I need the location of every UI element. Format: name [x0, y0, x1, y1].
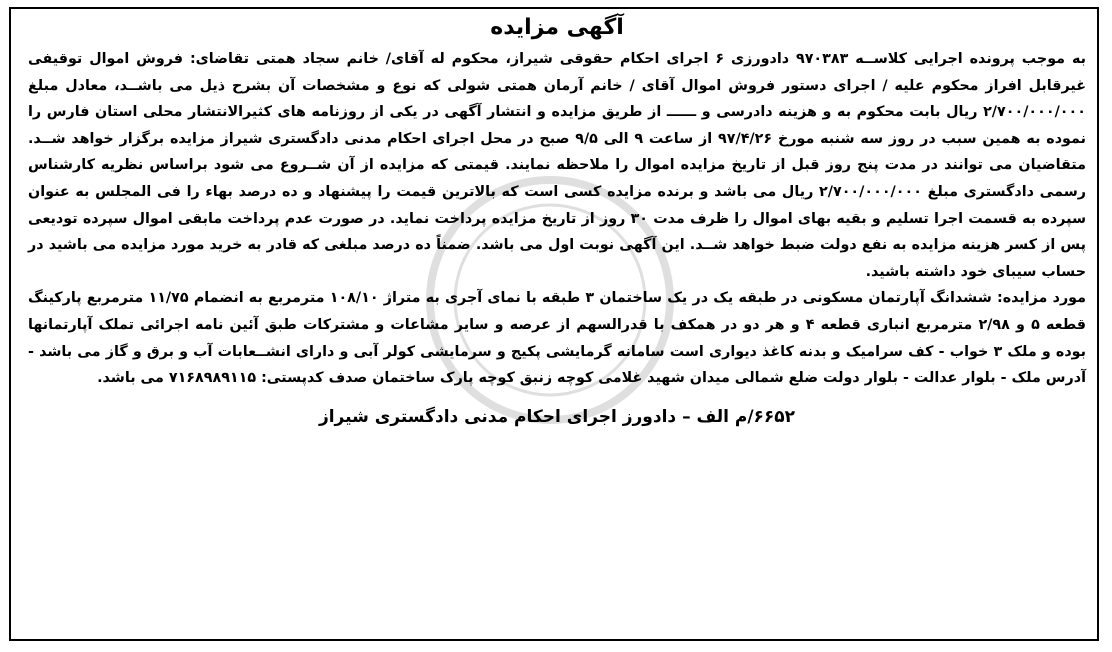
- notice-body: به موجب پرونده اجرایی کلاســه ۹۷۰۳۸۳ دادورزی ۶ اجرای احکام حقوقی شیراز، محکوم له آقای/ خانم سجاد همتی تقاضای: فروش اموال توقیفی غیرقابل افراز محکوم علیه / اجرای دستور فروش اموال آقای / خانم آرمان همتی شولی که نوع و مشخصات آن بشرح ذیل می باشــد، معادل مبلغ ۲/۷۰۰/۰۰۰/۰۰۰ ریال بابت محکوم به و هزینه دادرسی و ــــــ از طریق مزایده و انتشار آگهی در یکی از روزنامه های کثیرالانتشار محلی استان فارس را نموده به همین سبب در روز سه شنبه مورخ ۹۷/۴/۲۶ از ساعت ۹ الی ۹/۵ صبح در محل اجرای احکام مدنی دادگستری شیراز مزایده برگزار خواهد شــد. متقاضیان می توانند در مدت پنج روز قبل از تاریخ مزایده اموال را ملاحظه نمایند. قیمتی که مزایده از آن شــروع می شود براساس نظریه کارشناس رسمی دادگستری مبلغ ۲/۷۰۰/۰۰۰/۰۰۰ ریال می باشد و برنده مزایده کسی است که بالاترین قیمت را پیشنهاد و ده درصد بهاء را فی المجلس به عنوان سپرده به قسمت اجرا تسلیم و بقیه بهای اموال را ظرف مدت ۳۰ روز از تاریخ مزایده پرداخت نماید. در صورت عدم پرداخت مابقی اموال سپرده تودیعی پس از کسر هزینه مزایده به نفع دولت ضبط خواهد شــد. این آگهی نوبت اول می باشد. ضمناً ده درصد مبلغی که قادر به خرید مورد مزایده می باشید در حساب سیبای خود داشته باشید.: [28, 51, 1086, 280]
- notice-title: آگهی مزایده: [490, 15, 624, 40]
- auction-item-description: مورد مزایده: ششدانگ آپارتمان مسکونی در طبقه یک در یک ساختمان ۳ طبقه با نمای آجری به متراژ ۱۰۸/۱۰ مترمربع به انضمام ۱۱/۷۵ مترمربع پارکینگ قطعه ۵ و ۲/۹۸ مترمربع انباری قطعه ۴ و هر دو در همکف با قدرالسهم از عرصه و سایر مشاعات و مشترکات طبق آئین نامه اجرائی تملک آپارتمانها بوده و ملک ۳ خواب - کف سرامیک و بدنه کاغذ دیواری است سامانه گرمایشی پکیج و سرمایشی کولر آبی و دارای انشــعابات آب و برق و گاز می باشد - آدرس ملک - بلوار عدالت - بلوار دولت ضلع شمالی میدان شهید غلامی کوچه زنبق کوچه پارک ساختمان صدف کدپستی: ۷۱۶۸۹۸۹۱۱۵ می باشد.: [28, 290, 1086, 387]
- notice-footer: ۶۶۵۲/م الف – دادورز اجرای احکام مدنی دادگستری شیراز: [318, 406, 796, 427]
- auction-notice: [28, 10, 1086, 434]
